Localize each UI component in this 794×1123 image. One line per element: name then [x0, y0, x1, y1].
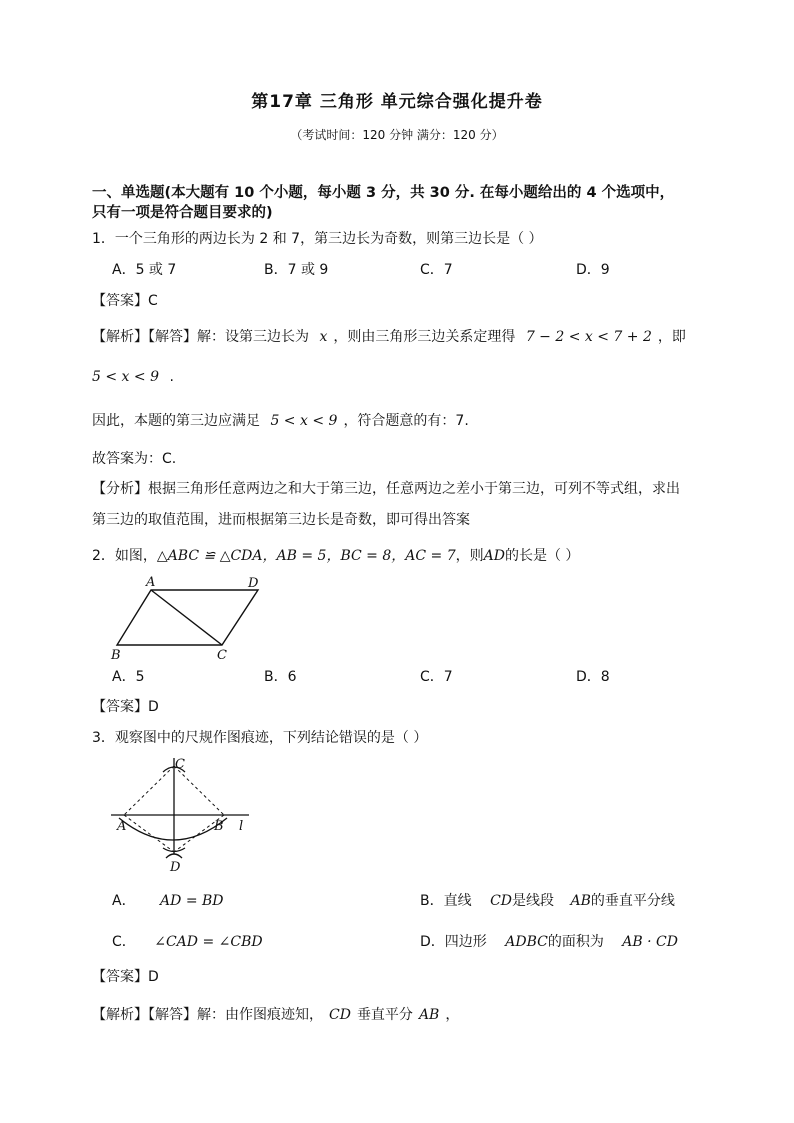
q1-analysis-line1 — [92, 326, 686, 346]
solve-tag: 【解答】 — [148, 329, 197, 345]
q2-option-d: D．8 — [576, 669, 610, 685]
diagonal-ac — [151, 590, 222, 645]
section-heading-line1: 一、单选题(本大题有 10 个小题，每小题 3 分，共 30 分. 在每小题给出的 4 个选项中， — [92, 185, 675, 201]
section-heading-line2: 只有一项是符合题目要求的) — [92, 205, 273, 221]
label-d: D — [170, 860, 181, 875]
segment-cb — [174, 766, 224, 815]
math-congruence: △ABC ≌ △CDA，AB = 5，BC = 8，AC = 7 — [156, 548, 456, 564]
answer-tag: 【答案】 — [92, 699, 148, 715]
solve-tag: 【解答】 — [148, 1007, 197, 1023]
analysis-tag: 【解析】 — [92, 329, 148, 345]
q3-analysis — [92, 1004, 459, 1024]
q2-option-a: A．5 — [112, 669, 145, 685]
math-ab: AB — [418, 1007, 440, 1023]
label-a: A — [117, 819, 127, 834]
analysis-text: 垂直平分 — [356, 1007, 413, 1023]
segment-ad — [124, 815, 174, 852]
q2-option-c: C．7 — [420, 669, 453, 685]
option-text: 的垂直平分线 — [590, 893, 675, 909]
q2-option-b: B．6 — [264, 669, 297, 685]
q3-construction-figure — [105, 754, 255, 876]
math-cd: CD — [329, 1007, 351, 1023]
math-x: x — [319, 329, 328, 345]
q1-option-c: C．7 — [420, 262, 453, 278]
option-label: C． — [112, 934, 136, 950]
q3-stem: 3．观察图中的尺规作图痕迹，下列结论错误的是（ ） — [92, 730, 428, 746]
q3-option-c — [112, 931, 263, 951]
analysis-text: ，即 — [657, 329, 686, 345]
math-expr: AB · CD — [622, 934, 678, 950]
q1-option-d: D．9 — [576, 262, 610, 278]
q1-analysis-line3 — [92, 410, 469, 430]
analysis-text: ，则由三角形三边关系定理得 — [333, 329, 516, 345]
math-adbc: ADBC — [505, 934, 548, 950]
arc-d-lower — [166, 854, 182, 858]
label-d: D — [248, 576, 259, 591]
analysis-text: ， — [445, 1007, 460, 1023]
q3-option-b — [420, 890, 675, 910]
option-text: 的面积为 — [547, 934, 604, 950]
answer-value: C — [148, 293, 158, 309]
label-a: A — [146, 575, 156, 590]
math-ab: AB — [570, 893, 591, 909]
analysis-text: 因此，本题的第三边应满足 — [92, 413, 260, 429]
q1-answer — [92, 290, 158, 310]
stem-text: 的长是（ ） — [504, 548, 580, 564]
label-c: C — [217, 648, 227, 663]
q1-fenxi-line1 — [92, 478, 680, 498]
label-b: B — [214, 819, 224, 834]
option-label: A． — [112, 893, 136, 909]
q1-option-b: B．7 或 9 — [264, 262, 329, 278]
analysis-text: 解：由作图痕迹知， — [197, 1007, 323, 1023]
math-ad: AD — [483, 548, 505, 564]
math-expr: ∠CAD = ∠CBD — [154, 934, 263, 950]
analysis-tag: 【解析】 — [92, 1007, 148, 1023]
analysis-text: 解：设第三边长为 — [197, 329, 309, 345]
exam-info: （考试时间：120 分钟 满分：120 分） — [290, 128, 504, 142]
q3-option-a — [112, 890, 224, 910]
q1-fenxi-line2: 第三边的取值范围，进而根据第三边长是奇数，即可得出答案 — [92, 512, 470, 528]
option-text: 是线段 — [512, 893, 554, 909]
answer-value: D — [148, 969, 159, 985]
q2-answer — [92, 696, 159, 716]
q3-answer — [92, 966, 159, 986]
math-inequality: 7 − 2 < x < 7 + 2 — [525, 329, 652, 345]
q1-option-a: A．5 或 7 — [112, 262, 177, 278]
math-cd: CD — [490, 893, 512, 909]
period: . — [169, 369, 174, 385]
option-label: D．四边形 — [420, 934, 487, 950]
q2-stem — [92, 545, 579, 565]
stem-text: ，则 — [455, 548, 484, 564]
analysis-text: ，符合题意的有：7. — [343, 413, 469, 429]
arc-ab — [119, 818, 227, 840]
segment-ca — [124, 766, 174, 815]
q1-analysis-line2 — [92, 369, 174, 385]
option-label: B．直线 — [420, 893, 472, 909]
math-inequality: 5 < x < 9 — [270, 413, 338, 429]
q3-option-d — [420, 931, 678, 951]
q2-parallelogram-figure — [108, 573, 268, 663]
math-inequality: 5 < x < 9 — [92, 369, 159, 385]
answer-value: D — [148, 699, 159, 715]
answer-tag: 【答案】 — [92, 969, 148, 985]
stem-text: 2．如图， — [92, 548, 157, 564]
q1-stem: 1．一个三角形的两边长为 2 和 7，第三边长为奇数，则第三边长是（ ） — [92, 231, 543, 247]
label-l: l — [239, 819, 244, 834]
math-expr: AD = BD — [160, 893, 224, 909]
fenxi-tag: 【分析】 — [92, 481, 148, 497]
answer-tag: 【答案】 — [92, 293, 148, 309]
label-b: B — [111, 648, 121, 663]
page-title: 第17章 三角形 单元综合强化提升卷 — [251, 92, 543, 112]
q1-conclusion: 故答案为：C. — [92, 451, 177, 467]
fenxi-text: 根据三角形任意两边之和大于第三边，任意两边之差小于第三边，可列不等式组，求出 — [148, 481, 680, 497]
label-c: C — [175, 757, 185, 772]
